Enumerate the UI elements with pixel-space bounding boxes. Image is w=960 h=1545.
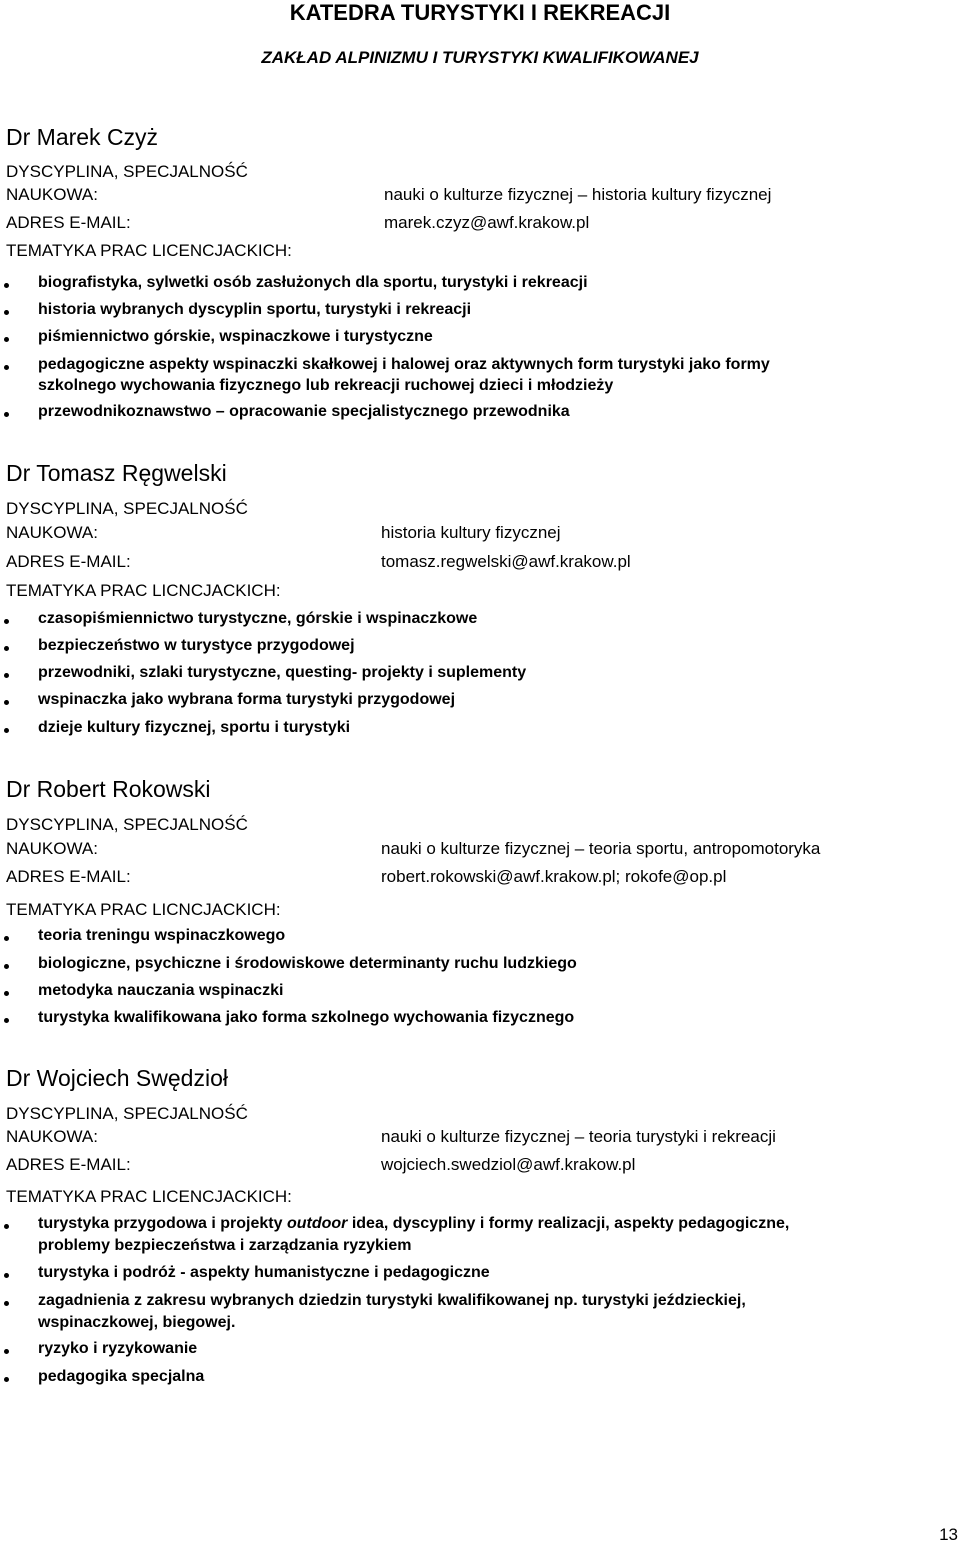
page-number: 13 — [939, 1525, 958, 1544]
email-value: marek.czyz@awf.krakow.pl — [384, 213, 590, 232]
topic-item: metodyka nauczania wspinaczki — [38, 982, 284, 999]
email-label: ADRES E-MAIL: — [6, 867, 131, 886]
discipline-value: nauki o kulturze fizycznej – teoria sportu, antropomotoryka — [381, 839, 821, 858]
bullet-icon — [4, 1018, 9, 1023]
topic-item: zagadnienia z zakresu wybranych dziedzin turystyki kwalifikowanej np. turystyki jeździeckiej, — [38, 1292, 746, 1309]
discipline-label: DYSCYPLINA, SPECJALNOŚĆ — [6, 815, 248, 834]
discipline-label-cont: NAUKOWA: — [6, 839, 98, 858]
email-label: ADRES E-MAIL: — [6, 552, 131, 571]
topic-item: piśmiennictwo górskie, wspinaczkowe i turystyczne — [38, 328, 433, 345]
person-name: Dr Marek Czyż — [6, 124, 159, 150]
bullet-icon — [4, 412, 9, 417]
discipline-label: DYSCYPLINA, SPECJALNOŚĆ — [6, 499, 248, 518]
bullet-icon — [4, 283, 9, 288]
person-name: Dr Tomasz Ręgwelski — [6, 460, 227, 486]
topic-item: historia wybranych dyscyplin sportu, turystyki i rekreacji — [38, 301, 472, 318]
topics-label: TEMATYKA PRAC LICENCJACKICH: — [6, 241, 292, 260]
topic-item: pedagogika specjalna — [38, 1368, 205, 1385]
topic-item: turystyka i podróż - aspekty humanistyczne i pedagogiczne — [38, 1264, 490, 1281]
person-name: Dr Robert Rokowski — [6, 776, 211, 802]
bullet-icon — [4, 964, 9, 969]
bullet-icon — [4, 936, 9, 941]
email-value: wojciech.swedziol@awf.krakow.pl — [381, 1155, 636, 1174]
topic-item-cont: problemy bezpieczeństwa i zarządzania ryzykiem — [38, 1237, 412, 1254]
topic-item: wspinaczka jako wybrana forma turystyki przygodowej — [38, 691, 456, 708]
person-name: Dr Wojciech Swędzioł — [6, 1065, 228, 1091]
topic-item: przewodnikoznawstwo – opracowanie specjalistycznego przewodnika — [38, 403, 570, 420]
topic-item: teoria treningu wspinaczkowego — [38, 927, 286, 944]
bullet-icon — [4, 619, 9, 624]
topics-label: TEMATYKA PRAC LICNCJACKICH: — [6, 581, 281, 600]
unit-subtitle: ZAKŁAD ALPINIZMU I TURYSTYKI KWALIFIKOWANEJ — [261, 48, 699, 67]
topic-item: bezpieczeństwo w turystyce przygodowej — [38, 637, 355, 654]
bullet-icon — [4, 1377, 9, 1382]
topic-italic-text: outdoor — [286, 1215, 348, 1232]
topic-item: pedagogiczne aspekty wspinaczki skałkowej i halowej oraz aktywnych form turystyki jako formy — [38, 356, 770, 373]
topic-item — [38, 1215, 789, 1233]
bullet-icon — [4, 673, 9, 678]
bullet-icon — [4, 1301, 9, 1306]
topic-item: dzieje kultury fizycznej, sportu i turystyki — [38, 719, 351, 736]
topic-item: biologiczne, psychiczne i środowiskowe determinanty ruchu ludzkiego — [38, 955, 577, 972]
bullet-icon — [4, 1273, 9, 1278]
bullet-icon — [4, 728, 9, 733]
bullet-icon — [4, 646, 9, 651]
discipline-value: nauki o kulturze fizycznej – historia kultury fizycznej — [384, 185, 772, 204]
bullet-icon — [4, 1349, 9, 1354]
discipline-label-cont: NAUKOWA: — [6, 185, 98, 204]
topic-text: turystyka przygodowa i projekty — [38, 1215, 287, 1232]
topic-item: czasopiśmiennictwo turystyczne, górskie i wspinaczkowe — [38, 610, 478, 627]
email-label: ADRES E-MAIL: — [6, 213, 131, 232]
discipline-label: DYSCYPLINA, SPECJALNOŚĆ — [6, 1104, 248, 1123]
topic-text: idea, dyscypliny i formy realizacji, aspekty pedagogiczne, — [347, 1215, 790, 1232]
topic-item: przewodniki, szlaki turystyczne, questing- projekty i suplementy — [38, 664, 527, 681]
topic-item: biografistyka, sylwetki osób zasłużonych dla sportu, turystyki i rekreacji — [38, 274, 588, 291]
email-value: tomasz.regwelski@awf.krakow.pl — [381, 552, 631, 571]
topic-item: ryzyko i ryzykowanie — [38, 1340, 198, 1357]
discipline-label-cont: NAUKOWA: — [6, 523, 98, 542]
topics-label: TEMATYKA PRAC LICNCJACKICH: — [6, 900, 281, 919]
discipline-label: DYSCYPLINA, SPECJALNOŚĆ — [6, 162, 248, 181]
bullet-icon — [4, 700, 9, 705]
bullet-icon — [4, 365, 9, 370]
bullet-icon — [4, 310, 9, 315]
department-title: KATEDRA TURYSTYKI I REKREACJI — [289, 0, 671, 25]
discipline-label-cont: NAUKOWA: — [6, 1127, 98, 1146]
email-value: robert.rokowski@awf.krakow.pl; rokofe@op.pl — [381, 867, 727, 886]
topic-item-cont: szkolnego wychowania fizycznego lub rekreacji ruchowej dzieci i młodzieży — [38, 377, 614, 394]
bullet-icon — [4, 991, 9, 996]
discipline-value: historia kultury fizycznej — [381, 523, 561, 542]
topic-item-cont: wspinaczkowej, biegowej. — [38, 1314, 236, 1331]
bullet-icon — [4, 337, 9, 342]
topic-item: turystyka kwalifikowana jako forma szkolnego wychowania fizycznego — [38, 1009, 575, 1026]
topics-label: TEMATYKA PRAC LICENCJACKICH: — [6, 1187, 292, 1206]
email-label: ADRES E-MAIL: — [6, 1155, 131, 1174]
bullet-icon — [4, 1224, 9, 1229]
discipline-value: nauki o kulturze fizycznej – teoria turystyki i rekreacji — [381, 1127, 776, 1146]
